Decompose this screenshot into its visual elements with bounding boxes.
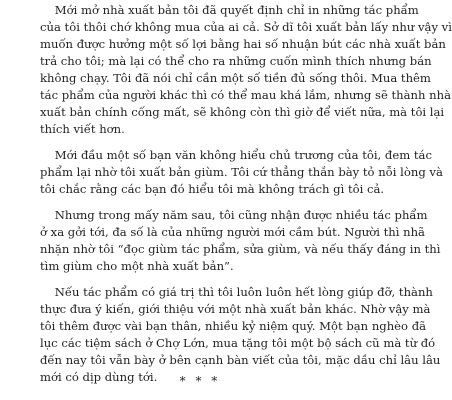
text-line: mới có dịp dùng tới. bbox=[40, 370, 158, 384]
text-line: trả cho tôi; mà lại có thể cho ra những cuốn mình thích nhưng bán bbox=[40, 54, 432, 68]
text-line: muốn được hưởng một số lợi bằng hai số nhuận bút các nhà xuất bản bbox=[40, 37, 446, 51]
text-line: thích viết hơn. bbox=[40, 122, 125, 136]
text-line: tìm giùm cho một nhà xuất bản”. bbox=[40, 259, 234, 273]
text-line: xuất bản chính cống mất, sẽ không còn thì giờ để viết nữa, mà tôi lại bbox=[40, 105, 445, 119]
text-line: nhặn nhờ tôi “đọc giùm tác phẩm, sửa giùm, và nếu thấy đáng in thì bbox=[40, 242, 441, 256]
text-line: Mới mở nhà xuất bản tôi đã quyết định chỉ in những tác phẩm bbox=[40, 3, 419, 17]
section-separator: * * * bbox=[179, 374, 221, 388]
paragraph-2 bbox=[40, 147, 443, 198]
text-line: phẩm lại nhờ tôi xuất bản giùm. Tôi cứ thẳng thắn bày tỏ nỗi lòng và bbox=[40, 165, 443, 179]
text-line: tôi thêm được vài bạn thân, nhiều kỷ niệm quý. Một bạn nghèo đã bbox=[40, 319, 427, 333]
paragraph-1 bbox=[40, 2, 452, 138]
paragraph-3 bbox=[40, 207, 441, 275]
text-line: tôi chắc rằng các bạn đó hiểu tôi mà không trách gì tôi cả. bbox=[40, 182, 385, 196]
text-line: đến nay tôi vẫn bày ở bên cạnh bàn viết của tôi, mặc dầu chỉ lâu lâu bbox=[40, 353, 441, 367]
text-line: không chạy. Tôi đã nói chỉ cần một số tiền đủ sống thôi. Mua thêm bbox=[40, 71, 431, 85]
text-line: lục các tiệm sách ở Chợ Lớn, mua tặng tôi một bộ sách cũ mà từ đó bbox=[40, 336, 436, 350]
text-line: ở xa gởi tới, đa số là của những người mới cầm bút. Người thì nhã bbox=[40, 225, 425, 239]
text-line: Nếu tác phẩm có giá trị thì tôi luôn luôn hết lòng giúp đỡ, thành bbox=[40, 285, 433, 299]
body-text bbox=[40, 2, 452, 395]
paragraph-4 bbox=[40, 284, 441, 386]
text-line: của tôi thôi chớ không mua của ai cả. Sở dĩ tôi xuất bản lấy như vậy vì bbox=[40, 20, 452, 34]
text-line: Nhưng trong mấy năm sau, tôi cũng nhận được nhiều tác phẩm bbox=[40, 208, 428, 222]
text-line: tác phẩm của người khác thì có thể mau khá lắm, nhưng sẽ thành nhà bbox=[40, 88, 452, 102]
text-line: thực đưa ý kiến, giới thiệu với một nhà xuất bản khác. Nhờ vậy mà bbox=[40, 302, 431, 316]
text-line: Mới đầu một số bạn văn không hiểu chủ trương của tôi, đem tác bbox=[40, 148, 432, 162]
